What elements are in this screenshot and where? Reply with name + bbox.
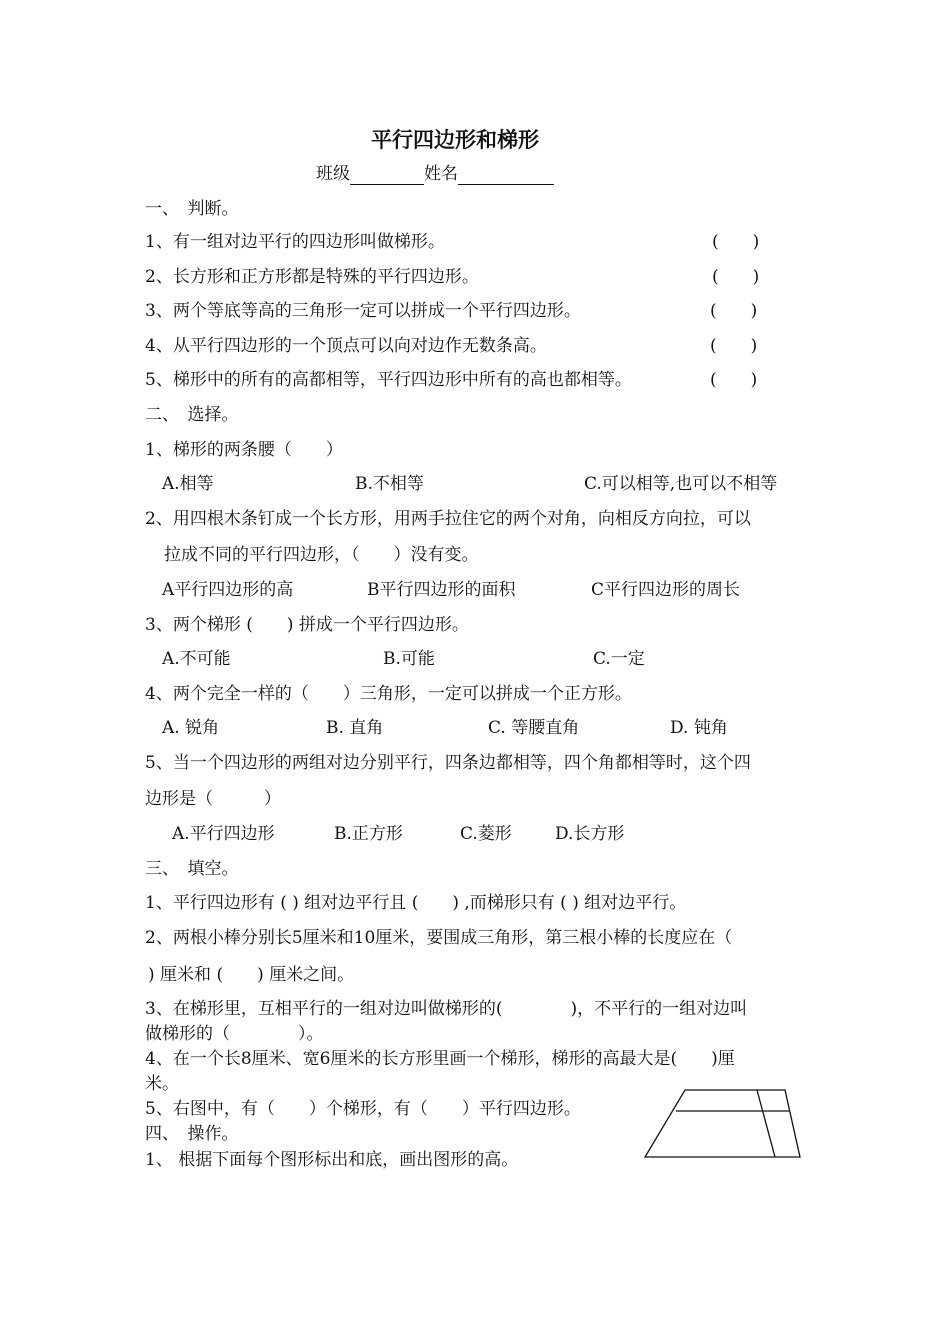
judge-paren-2: ( ) [712,267,760,287]
class-label: 班级 [316,164,350,184]
judge-item-2: 2、长方形和正方形都是特殊的平行四边形。 [145,267,479,287]
fill-q3-line2: 做梯形的（ ）。 [145,1024,324,1044]
trapezoid-figure [640,1088,810,1162]
outer-trapezoid [645,1090,800,1157]
choice-q4-stem: 4、两个完全一样的（ ）三角形，一定可以拼成一个正方形。 [145,684,632,704]
choice-q2-option-b: B平行四边形的面积 [367,580,516,600]
choice-q5-stem-line1: 5、当一个四边形的两组对边分别平行，四条边都相等，四个角都相等时，这个四 [145,753,751,773]
judge-item-1: 1、有一组对边平行的四边形叫做梯形。 [145,232,445,252]
judge-paren-4: ( ) [710,336,758,356]
student-info-line [316,163,554,185]
choice-q5-option-d: D.长方形 [555,824,625,844]
fill-q1: 1、平行四边形有 ( ) 组对边平行且 ( ) ,而梯形只有 ( ) 组对边平行。 [145,893,687,913]
choice-q3-stem: 3、两个梯形 ( ) 拼成一个平行四边形。 [145,615,469,635]
choice-q3-option-c: C.一定 [593,649,645,669]
fill-q2-line2: ) 厘米和 ( ) 厘米之间。 [148,965,355,985]
choice-q4-option-b: B. 直角 [326,718,384,738]
choice-q5-option-a: A.平行四边形 [172,824,275,844]
slanted-divider [757,1090,775,1157]
name-label: 姓名 [424,164,458,184]
judge-paren-1: ( ) [712,232,760,252]
choice-q1-stem: 1、梯形的两条腰（ ） [145,440,343,460]
fill-q5: 5、右图中，有（ ）个梯形，有（ ）平行四边形。 [145,1099,581,1119]
choice-q3-option-a: A.不可能 [162,649,231,669]
section-4-heading: 四、 操作。 [145,1124,239,1144]
name-blank [458,166,554,185]
choice-q5-option-c: C.菱形 [460,824,512,844]
operation-q1: 1、 根据下面每个图形标出和底，画出图形的高。 [145,1150,519,1170]
choice-q1-option-c: C.可以相等,也可以不相等 [584,474,778,494]
judge-item-5: 5、梯形中的所有的高都相等，平行四边形中所有的高也都相等。 [145,370,632,390]
choice-q2-option-a: A平行四边形的高 [162,580,294,600]
choice-q2-stem-line2: 拉成不同的平行四边形，（ ）没有变。 [164,545,479,565]
judge-item-3: 3、两个等底等高的三角形一定可以拼成一个平行四边形。 [145,301,581,321]
section-3-heading: 三、 填空。 [145,859,239,879]
fill-q2-line1: 2、两根小棒分别长5厘米和10厘米，要围成三角形，第三根小棒的长度应在（ [145,928,733,948]
choice-q5-option-b: B.正方形 [334,824,403,844]
judge-paren-3: ( ) [710,301,758,321]
choice-q2-option-c: C平行四边形的周长 [591,580,741,600]
choice-q4-option-d: D. 钝角 [670,718,728,738]
judge-paren-5: ( ) [710,370,758,390]
choice-q1-option-b: B.不相等 [355,474,424,494]
choice-q1-option-a: A.相等 [162,474,214,494]
choice-q5-stem-line2: 边形是（ ） [145,789,281,809]
choice-q4-option-c: C. 等腰直角 [488,718,580,738]
class-blank [350,166,424,185]
fill-q4-line2: 米。 [145,1074,179,1094]
section-1-heading: 一、 判断。 [145,199,239,219]
choice-q2-stem-line1: 2、用四根木条钉成一个长方形，用两手拉住它的两个对角，向相反方向拉，可以 [145,509,751,529]
fill-q4-line1: 4、在一个长8厘米、宽6厘米的长方形里画一个梯形，梯形的高最大是( )厘 [145,1049,735,1069]
section-2-heading: 二、 选择。 [145,405,239,425]
fill-q3-line1: 3、在梯形里，互相平行的一组对边叫做梯形的( )，不平行的一组对边叫 [145,999,748,1019]
choice-q4-option-a: A. 锐角 [162,718,220,738]
judge-item-4: 4、从平行四边形的一个顶点可以向对边作无数条高。 [145,336,547,356]
page-title: 平行四边形和梯形 [371,128,539,152]
choice-q3-option-b: B.可能 [383,649,435,669]
